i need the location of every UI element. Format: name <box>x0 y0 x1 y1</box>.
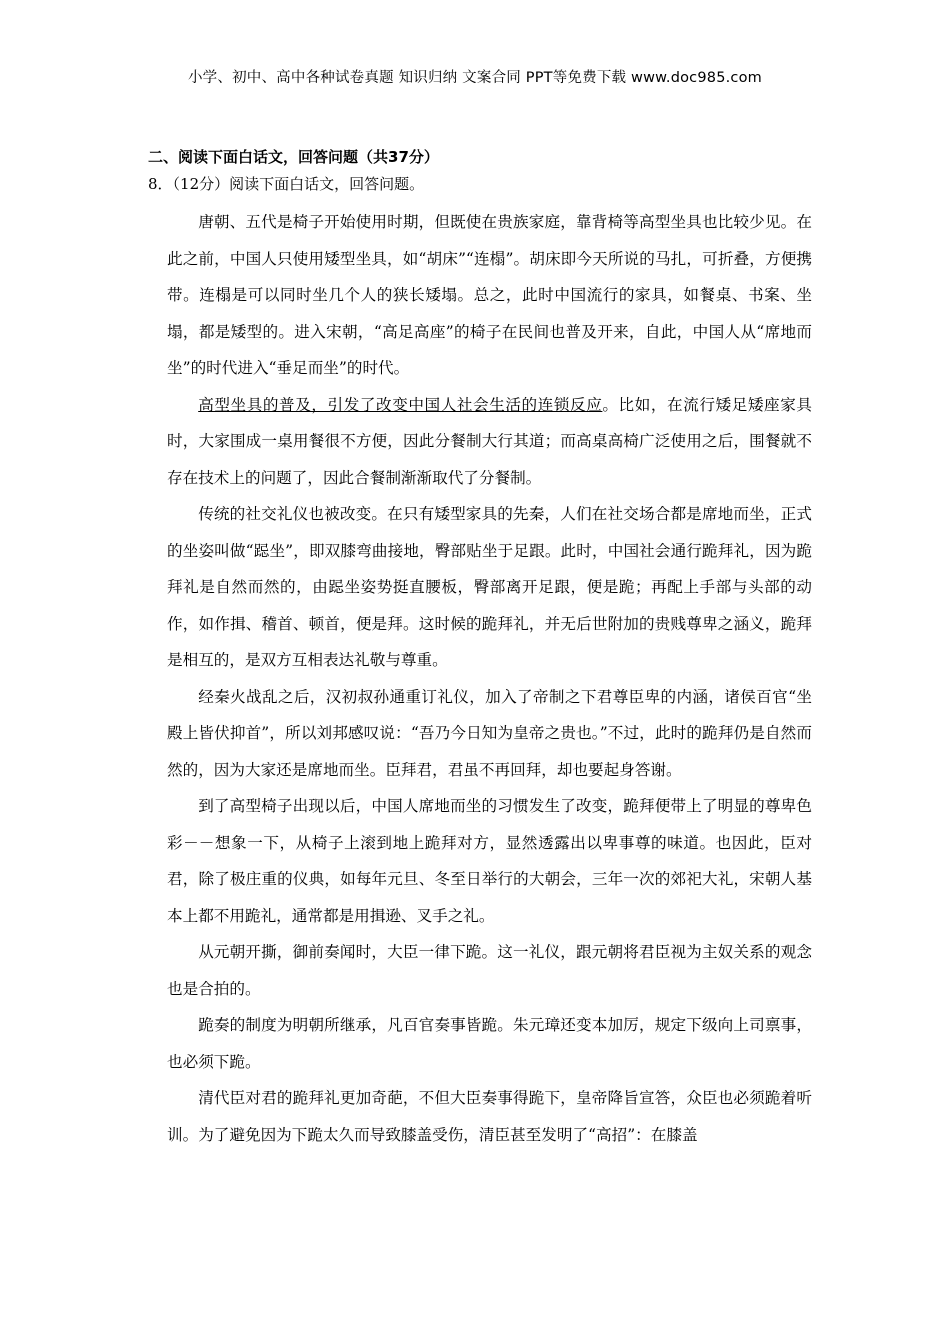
paragraph-2 <box>167 387 812 497</box>
paragraph-2-rest: 。比如，在流行矮足矮座家具时，大家围成一桌用餐很不方便，因此分餐制大行其道；而高桌高椅广泛使用之后，围餐就不存在技术上的问题了，因此合餐制渐渐取代了分餐制。 <box>167 395 812 487</box>
document-body <box>148 146 812 1153</box>
paragraph-5: 到了高型椅子出现以后，中国人席地而坐的习惯发生了改变，跪拜便带上了明显的尊卑色彩－－想象一下，从椅子上滚到地上跪拜对方，显然透露出以卑事尊的味道。也因此，臣对君，除了极庄重的仪典，如每年元旦、冬至日举行的大朝会，三年一次的郊祀大礼，宋朝人基本上都不用跪礼，通常都是用揖逊、叉手之礼。 <box>167 797 812 925</box>
paragraph-6: 从元朝开撕，御前奏闻时，大臣一律下跪。这一礼仪，跟元朝将君臣视为主奴关系的观念也是合拍的。 <box>167 943 812 998</box>
question-text: （12分）阅读下面白话文，回答问题。 <box>172 175 425 193</box>
question-number: 8． <box>148 175 173 193</box>
page-header: 小学、初中、高中各种试卷真题 知识归纳 文案合同 PPT等免费下载 www.doc985.com <box>187 70 763 86</box>
section-title: 二、阅读下面白话文，回答问题（共37分） <box>148 148 439 166</box>
paragraph-7: 跪奏的制度为明朝所继承，凡百官奏事皆跪。朱元璋还变本加厉，规定下级向上司禀事，也必须下跪。 <box>167 1016 812 1071</box>
paragraph-3: 传统的社交礼仪也被改变。在只有矮型家具的先秦，人们在社交场合都是席地而坐，正式的坐姿叫做“跽坐”，即双膝弯曲接地，臀部贴坐于足跟。此时，中国社会通行跪拜礼，因为跪拜礼是自然而然的，由跽坐姿势挺直腰板，臀部离开足跟，便是跪；再配上手部与头部的动作，如作揖、稽首、顿首，便是拜。这时候的跪拜礼，并无后世附加的贵贱尊卑之涵义，跪拜是相互的，是双方互相表达礼敬与尊重。 <box>167 505 812 669</box>
paragraph-8: 清代臣对君的跪拜礼更加奇葩，不但大臣奏事得跪下，皇帝降旨宣答，众臣也必须跪着听训。为了避免因为下跪太久而导致膝盖受伤，清臣甚至发明了“高招”：在膝盖 <box>167 1089 812 1144</box>
question-heading <box>148 172 812 196</box>
reading-passage <box>167 204 812 1153</box>
underlined-sentence: 高型坐具的普及，引发了改变中国人社会生活的连锁反应 <box>198 395 603 414</box>
paragraph-4: 经秦火战乱之后，汉初叔孙通重订礼仪，加入了帝制之下君尊臣卑的内涵，诸侯百官“坐殿上皆伏抑首”，所以刘邦感叹说：“吾乃今日知为皇帝之贵也。”不过，此时的跪拜仍是自然而然的，因为大家还是席地而坐。臣拜君，君虽不再回拜，却也要起身答谢。 <box>167 687 812 779</box>
paragraph-1: 唐朝、五代是椅子开始使用时期，但既使在贵族家庭，靠背椅等高型坐具也比较少见。在此之前，中国人只使用矮型坐具，如“胡床”“连榻”。胡床即今天所说的马扎，可折叠，方便携带。连榻是可以同时坐几个人的狭长矮塌。总之，此时中国流行的家具，如餐桌、书案、坐塌，都是矮型的。进入宋朝，“高足高座”的椅子在民间也普及开来，自此，中国人从“席地而坐”的时代进入“垂足而坐”的时代。 <box>167 213 812 377</box>
